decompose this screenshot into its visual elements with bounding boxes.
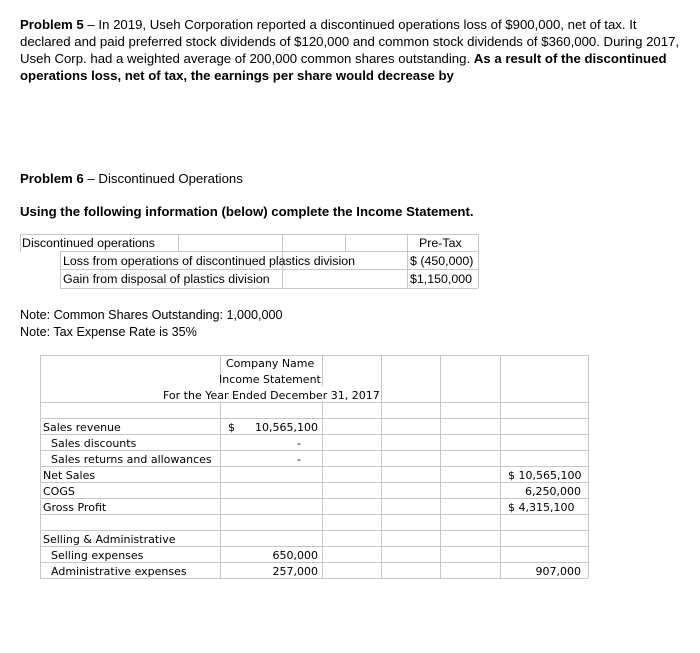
gross-profit-label: Gross Profit bbox=[43, 501, 107, 514]
sales-revenue-dollar: $ bbox=[228, 421, 235, 434]
sga-label: Selling & Administrative bbox=[43, 533, 176, 546]
gain-disposal-label: Gain from disposal of plastics division bbox=[63, 272, 270, 286]
problem-6-title: – Discontinued Operations bbox=[83, 171, 243, 186]
gain-disposal-value: $1,150,000 bbox=[410, 272, 473, 286]
problem-5-label: Problem 5 bbox=[20, 17, 84, 32]
net-sales-value: $ 10,565,100 bbox=[508, 469, 582, 482]
statement-title: Income Statement bbox=[219, 373, 321, 386]
cogs-label: COGS bbox=[43, 485, 75, 498]
cogs-value: 6,250,000 bbox=[525, 485, 581, 498]
problem-6-instruction: Using the following information (below) complete the Income Statement. bbox=[20, 204, 474, 219]
sales-revenue-value: 10,565,100 bbox=[255, 421, 318, 434]
problem-5-question: As a result of the discontinued operations loss, net of tax, the earnings per share would decrease by bbox=[20, 51, 667, 83]
statement-period: For the Year Ended December 31, 2017 bbox=[163, 389, 380, 402]
loss-ops-label: Loss from operations of discontinued plastics division bbox=[63, 254, 356, 268]
sales-discounts-label: Sales discounts bbox=[51, 437, 137, 450]
problem-6-label: Problem 6 bbox=[20, 171, 84, 186]
admin-expenses-value: 257,000 bbox=[272, 565, 318, 578]
note-tax-rate: Note: Tax Expense Rate is 35% bbox=[20, 325, 197, 339]
net-sales-label: Net Sales bbox=[43, 469, 96, 482]
sales-returns-label: Sales returns and allowances bbox=[51, 453, 212, 466]
disc-ops-header: Discontinued operations bbox=[22, 236, 155, 250]
selling-expenses-label: Selling expenses bbox=[51, 549, 144, 562]
selling-expenses-value: 650,000 bbox=[272, 549, 318, 562]
gross-profit-value: $ 4,315,100 bbox=[508, 501, 575, 514]
sales-revenue-label: Sales revenue bbox=[43, 421, 121, 434]
sales-returns-value: - bbox=[297, 453, 301, 466]
company-name: Company Name bbox=[226, 357, 315, 370]
problem-5-text: – In 2019, Useh Corporation reported a discontinued operations loss of $900,000, net of tax. It declared and paid preferred stock dividends of $120,000 and common stock dividends of $360,000. During 2017, Useh Corp. had a weighted average of 200,000 common shares outstanding. bbox=[20, 17, 680, 66]
note-shares-outstanding: Note: Common Shares Outstanding: 1,000,000 bbox=[20, 308, 283, 322]
sga-total-value: 907,000 bbox=[535, 565, 581, 578]
sales-discounts-value: - bbox=[297, 437, 301, 450]
admin-expenses-label: Administrative expenses bbox=[51, 565, 187, 578]
pre-tax-header: Pre-Tax bbox=[419, 236, 462, 250]
loss-ops-value: $ (450,000) bbox=[410, 254, 474, 268]
